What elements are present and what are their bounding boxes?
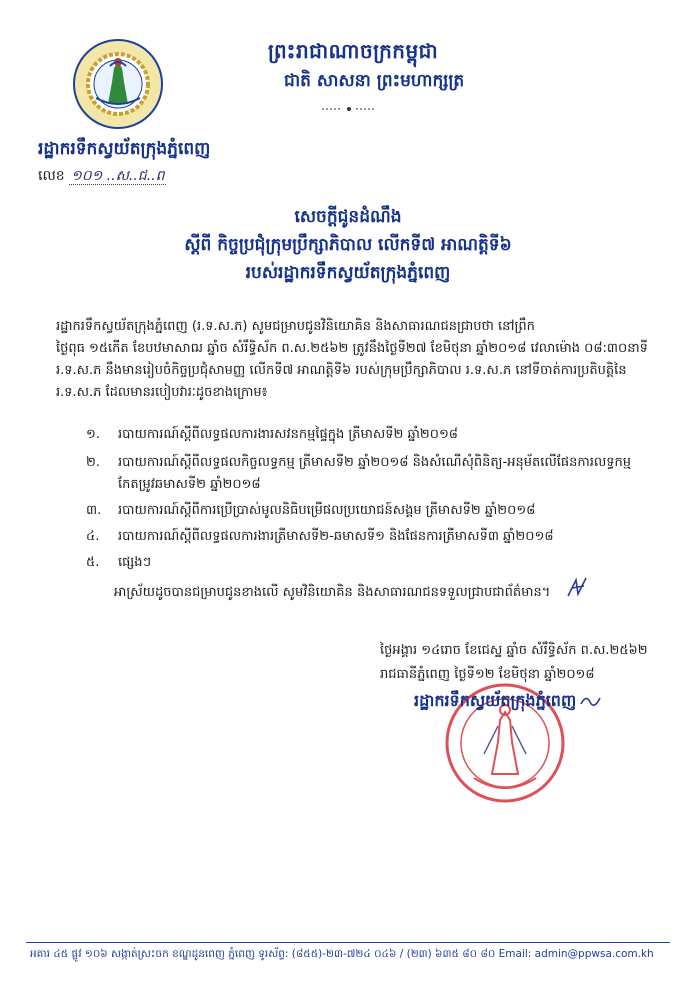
reference-number — [38, 166, 166, 187]
notice-subject: ស្តីពី កិច្ចប្រជុំក្រុមប្រឹក្សាភិបាល លើកទី៧ អាណត្តិទី៦ — [184, 235, 512, 255]
signature-initial-icon — [578, 690, 604, 710]
agenda-item — [86, 528, 554, 547]
body-line-3: រ.ទ.ស.ភ នឹងមានរៀបចំកិច្ចប្រជុំសាមញ្ញ លើកទី៧ អាណត្តិទី៦ របស់ក្រុមប្រឹក្សាភិបាល រ.ទ.ស.ភ នៅទីចាត់ការប្រតិបត្តិនៃ — [56, 363, 627, 378]
agenda-text: របាយការណ៍ស្តីពីលទ្ធផលការងារត្រីមាសទី២-ឆមាសទី១ និងផែនការត្រីមាសទី៣ ឆ្នាំ២០១៨ — [118, 529, 554, 544]
agenda-text: របាយការណ៍ស្តីពីការប្រើប្រាស់មូលនិធិបម្រើផលប្រយោជន៍សង្គម ត្រីមាសទី២ ឆ្នាំ២០១៨ — [118, 503, 536, 518]
agenda-number: ៤. — [86, 529, 100, 544]
notice-subject-org: របស់រដ្ឋាករទឹកស្វយ័តក្រុងភ្នំពេញ — [245, 263, 451, 283]
agenda-number: ៣. — [86, 503, 102, 518]
organization-name: រដ្ឋាករទឹកស្វយ័តក្រុងភ្នំពេញ — [38, 139, 211, 159]
agenda-number: ១. — [86, 427, 100, 442]
agenda-text: ផ្សេងៗ — [118, 555, 152, 570]
solar-date: រាជធានីភ្នំពេញ ថ្ងៃទី១២ ខែមិថុនា ឆ្នាំ២០១៨ — [380, 667, 595, 682]
agenda-number: ៥. — [86, 555, 100, 570]
agenda-item — [86, 554, 151, 573]
handwritten-mark-icon — [564, 574, 592, 602]
body-line-2: ថ្ងៃពុធ ១៥កើត ខែបឋមាសាឍ ឆ្នាំច សំរឹទ្ធិស័ក ព.ស.២៥៦២ ត្រូវនឹងថ្ងៃទី២៧ ខែមិថុនា ឆ្នាំ២០១៨ វេលាម៉ោង ០៨:៣០នាទី — [56, 341, 648, 356]
body-line-4: រ.ទ.ស.ភ ដែលមានរបៀបវារៈដូចខាងក្រោម៖ — [56, 385, 268, 400]
agenda-item — [86, 502, 535, 521]
agenda-item — [86, 426, 458, 445]
reference-value: ១០១ ..ស..ជ..ព — [71, 168, 165, 184]
footer-divider — [26, 942, 670, 943]
closing-sentence: អាស្រ័យដូចបានជម្រាបជូនខាងលើ សូមវិនិយោគិន និងសាធារណជនទទួលជ្រាបជាព័ត៌មាន។ — [114, 585, 551, 600]
agenda-number: ២. — [86, 455, 100, 470]
footer-contact: អគារ ៤៥ ផ្លូវ ១០៦ សង្កាត់ស្រះចក ខណ្ឌដូនពេញ ភ្នំពេញ ទូរស័ព្ទ: (៨៥៥)-២៣-៧២៤ ០៤៦ / (២៣) ៦៣៥ ៨០ ៨០ Email: admin@ppwsa.com.kh — [30, 948, 654, 960]
lunar-date: ថ្ងៃអង្គារ ១៤រោច ខែជេស្ឋ ឆ្នាំច សំរឹទ្ធិស័ក ព.ស.២៥៦២ — [380, 643, 648, 658]
signatory-organization: រដ្ឋាករទឹកស្វយ័តក្រុងភ្នំពេញ — [414, 691, 577, 710]
ppwsa-logo-icon — [72, 38, 164, 130]
agenda-item-continuation — [118, 476, 261, 495]
national-motto: ជាតិ សាសនា ព្រះមហាក្សត្រ — [284, 71, 465, 91]
agenda-text: កែតម្រូវឆមាសទី២ ឆ្នាំ២០១៨ — [118, 477, 261, 492]
agenda-item — [86, 454, 631, 473]
ornament-divider-icon — [322, 104, 376, 114]
kingdom-heading: ព្រះរាជាណាចក្រកម្ពុជា — [268, 39, 439, 63]
notice-title: សេចក្តីជូនដំណឹង — [294, 207, 402, 227]
reference-label: លេខ — [38, 168, 65, 184]
agenda-text: របាយការណ៍ស្តីពីលទ្ធផលកិច្ចលទ្ធកម្ម ត្រីមាសទី២ ឆ្នាំ២០១៨ និងសំណើសុំពិនិត្យ-អនុម័តលើផែនការលទ្ធកម្ម — [118, 455, 631, 470]
agenda-text: របាយការណ៍ស្តីពីលទ្ធផលការងារសវនកម្មផ្ទៃក្នុង ត្រីមាសទី២ ឆ្នាំ២០១៨ — [118, 427, 458, 442]
body-line-1: រដ្ឋាករទឹកស្វយ័តក្រុងភ្នំពេញ (រ.ទ.ស.ភ) សូមជម្រាបជូនវិនិយោគិន និងសាធារណជនជ្រាបថា នៅព្រឹក — [56, 319, 535, 334]
